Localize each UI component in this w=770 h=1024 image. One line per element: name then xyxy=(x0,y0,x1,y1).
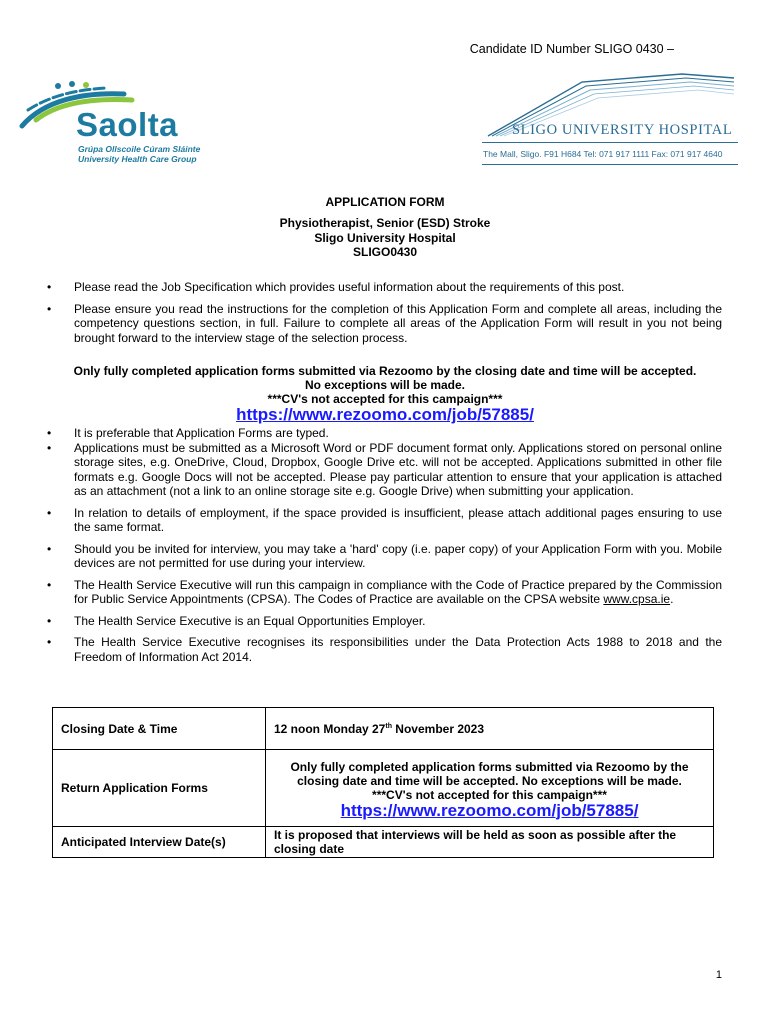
notice-line-1: Only fully completed application forms submitted via Rezoomo by the closing date and time will be accepted. xyxy=(73,364,697,378)
table-row xyxy=(53,750,714,827)
intro-bullet-list xyxy=(50,280,722,345)
table-row xyxy=(53,708,714,750)
closing-value xyxy=(266,708,714,750)
info-table xyxy=(52,707,714,858)
page-number: 1 xyxy=(715,969,722,981)
sligo-divider-bottom xyxy=(482,164,738,165)
cpsa-text: The Health Service Executive will run this campaign in compliance with the Code of Practice prepared by the Commission for Public Service Appointments (CPSA). The Codes of Practice are available on the CPSA website xyxy=(74,577,722,606)
list-item: • Please ensure you read the instructions for the completion of this Application Form and complete all areas, including the competency questions section, in full. Failure to complete all areas of the Application Form will result in you not being brought forward to the interview stage of the selection process. xyxy=(50,302,722,346)
return-label: Return Application Forms xyxy=(53,750,266,827)
list-item: • The Health Service Executive recognises its responsibilities under the Data Protection Acts 1988 to 2018 and the Freedom of Information Act 2014. xyxy=(50,635,722,664)
candidate-id: Candidate ID Number SLIGO 0430 – xyxy=(469,42,674,56)
closing-value-pre: 12 noon Monday 27 xyxy=(274,721,386,736)
form-code: SLIGO0430 xyxy=(352,245,418,259)
return-line-1: Only fully completed application forms submitted via Rezoomo by the closing date and time will be accepted. No exceptions will be made. xyxy=(290,759,689,788)
saolta-tagline-english: University Health Care Group xyxy=(78,154,197,164)
return-line-2: ***CV's not accepted for this campaign*** xyxy=(372,787,607,802)
closing-value-sup: th xyxy=(385,722,392,730)
table-row xyxy=(53,827,714,858)
list-item: • It is preferable that Application Forms are typed. xyxy=(50,426,722,441)
cpsa-link[interactable]: www.cpsa.ie xyxy=(603,592,671,606)
form-title: APPLICATION FORM xyxy=(325,195,445,209)
saolta-wordmark: Saolta xyxy=(76,106,179,143)
list-item: • Should you be invited for interview, you may take a 'hard' copy (i.e. paper copy) of your Application Form with you. Mobile devices are not permitted for use during your interview. xyxy=(50,542,722,571)
instruction-bullet-list xyxy=(50,426,722,664)
list-item: • Please read the Job Specification which provides useful information about the requirements of this post. xyxy=(50,280,722,295)
list-item: • The Health Service Executive will run this campaign in compliance with the Code of Practice prepared by the Commission for Public Service Appointments (CPSA). The Codes of Practice are available on the CPSA website www.cpsa.ie. xyxy=(50,578,722,607)
list-item: • The Health Service Executive is an Equal Opportunities Employer. xyxy=(50,614,722,629)
notice-line-3: ***CV's not accepted for this campaign*** xyxy=(267,392,503,406)
form-position: Physiotherapist, Senior (ESD) Stroke xyxy=(279,216,491,230)
sligo-hospital-name: SLIGO UNIVERSITY HOSPITAL xyxy=(512,122,733,138)
saolta-logo xyxy=(14,80,214,165)
list-item: • Applications must be submitted as a Microsoft Word or PDF document format only. Applications stored on personal online storage sites, e.g. OneDrive, Cloud, Dropbox, Google Drive etc. will not be accepted. Applications submitted in other file formats e.g. Google Docs will not be accepted. Please pay particular attention to ensure that your application is attached as an attachment (not a link to an online storage site e.g. Google Drive) when submitting your application. xyxy=(50,441,722,499)
form-hospital: Sligo University Hospital xyxy=(314,231,456,245)
closing-value-post: November 2023 xyxy=(391,721,485,736)
rezoomo-link[interactable]: https://www.rezoomo.com/job/57885/ xyxy=(236,405,534,424)
list-item: • In relation to details of employment, if the space provided is insufficient, please attach additional pages ensuring to use the same format. xyxy=(50,506,722,535)
interview-value: It is proposed that interviews will be held as soon as possible after the closing date xyxy=(266,827,714,858)
sligo-hospital-logo xyxy=(482,60,738,170)
return-value xyxy=(266,750,714,827)
closing-label: Closing Date & Time xyxy=(53,708,266,750)
sligo-divider xyxy=(482,142,738,143)
saolta-tagline-irish: Grúpa Ollscoile Cúram Sláinte xyxy=(78,144,201,154)
notice-line-2: No exceptions will be made. xyxy=(304,378,466,392)
interview-label: Anticipated Interview Date(s) xyxy=(53,827,266,858)
sligo-address: The Mall, Sligo. F91 H684 Tel: 071 917 1111 Fax: 071 917 4640 xyxy=(483,149,723,159)
return-rezoomo-link[interactable]: https://www.rezoomo.com/job/57885/ xyxy=(340,800,639,820)
